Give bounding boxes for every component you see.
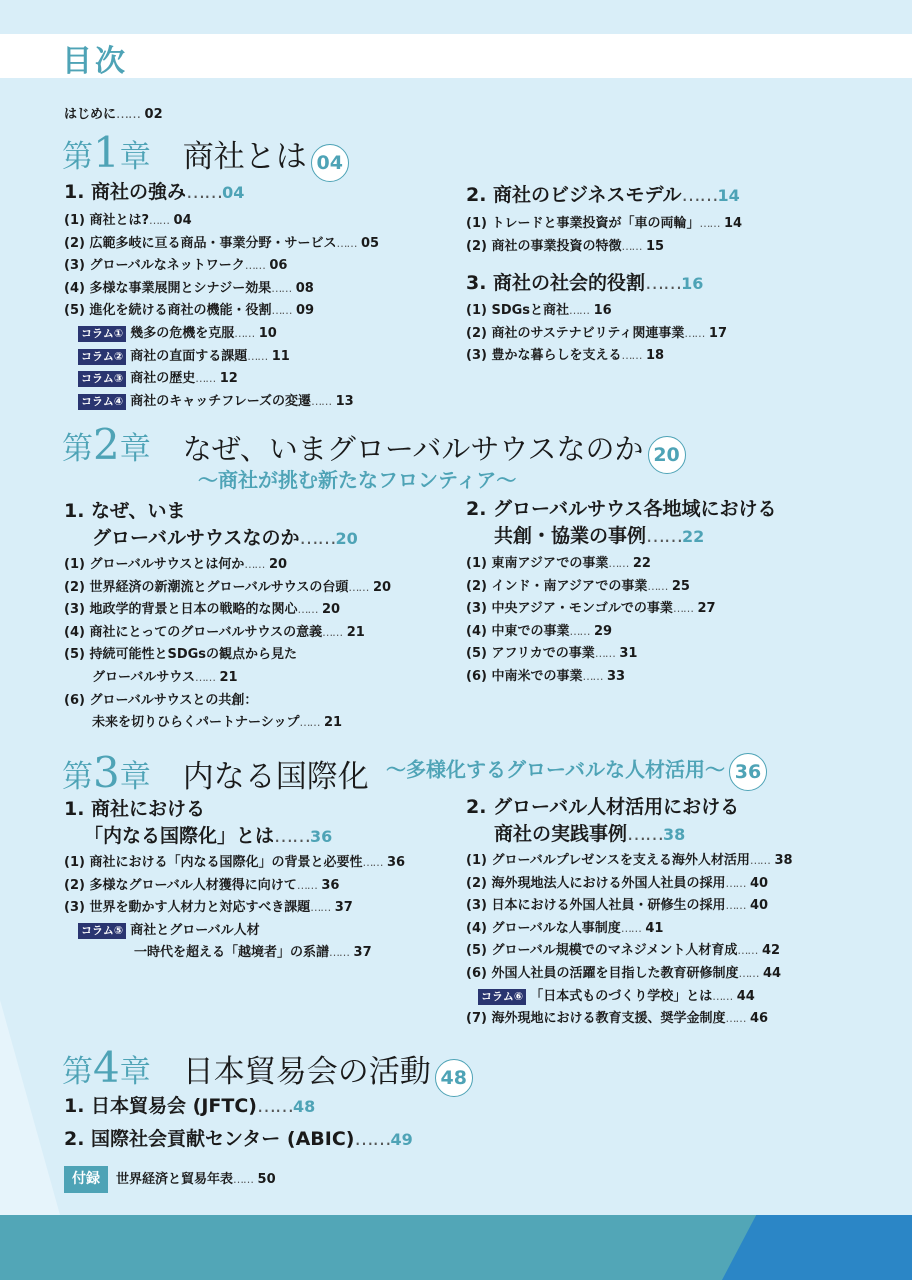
page-circle: 48 xyxy=(435,1059,473,1097)
toc-entry-intro[interactable]: はじめに…… 02 xyxy=(64,107,163,122)
toc-item[interactable]: (2) 商社のサステナビリティ関連事業…… 17 xyxy=(466,325,727,341)
page-circle: 36 xyxy=(729,753,767,791)
toc-item[interactable]: グローバルサウス…… 21 xyxy=(92,669,238,685)
column-item[interactable]: コラム⑥ 「日本式ものづくり学校」とは…… 44 xyxy=(466,986,793,1009)
toc-item[interactable]: (2) 海外現地法人における外国人社員の採用…… 40 xyxy=(466,875,769,891)
decorative-wedge xyxy=(0,1000,60,1215)
section-1-2-items xyxy=(466,213,742,258)
page-title: 目次 xyxy=(62,44,128,79)
toc-item[interactable]: (3) 世界を動かす人材力と対応すべき課題…… 37 xyxy=(64,900,353,916)
chapter-3-heading[interactable]: 第3章 内なる国際化 xyxy=(62,748,369,797)
header-bar xyxy=(0,34,912,78)
appendix-entry[interactable]: 付録 世界経済と貿易年表…… 50 xyxy=(64,1166,276,1193)
toc-item[interactable]: (3) グローバルなネットワーク…… 06 xyxy=(64,258,288,274)
toc-item[interactable]: (5) グローバル規模でのマネジメント人材育成…… 42 xyxy=(466,943,781,959)
section-1-1[interactable]: 1. 商社の強み……04 xyxy=(64,181,245,203)
column-item[interactable]: コラム⑤ 商社とグローバル人材 xyxy=(64,920,405,943)
toc-item[interactable]: (2) 広範多岐に亘る商品・事業分野・サービス…… 05 xyxy=(64,235,380,251)
column-item[interactable]: コラム④ 商社のキャッチフレーズの変遷…… 13 xyxy=(64,391,379,414)
section-4-2[interactable]: 2. 国際社会貢献センター (ABIC)……49 xyxy=(64,1128,413,1150)
section-3-1-items xyxy=(64,852,405,965)
section-3-1[interactable]: 1. 商社における 「内なる国際化」とは……36 xyxy=(64,798,333,847)
page-circle: 04 xyxy=(311,144,349,182)
toc-item[interactable]: (6) 外国人社員の活躍を目指した教育研修制度…… 44 xyxy=(466,965,782,981)
toc-item[interactable]: (2) インド・南アジアでの事業…… 25 xyxy=(466,578,690,594)
section-2-1[interactable]: 1. なぜ、いま グローバルサウスなのか……20 xyxy=(64,500,358,549)
toc-item[interactable]: (1) SDGsと商社…… 16 xyxy=(466,303,612,318)
toc-item[interactable]: (3) 日本における外国人社員・研修生の採用…… 40 xyxy=(466,898,769,914)
section-3-2-items xyxy=(466,850,793,1031)
section-3-2[interactable]: 2. グローバル人材活用における 商社の実践事例……38 xyxy=(466,796,740,845)
column-item[interactable]: コラム① 幾多の危機を克服…… 10 xyxy=(64,323,379,346)
section-1-2[interactable]: 2. 商社のビジネスモデル……14 xyxy=(466,184,740,206)
section-1-3-items xyxy=(466,300,727,368)
toc-item[interactable]: (2) 多様なグローバル人材獲得に向けて…… 36 xyxy=(64,877,340,893)
chapter-4-heading[interactable]: 第4章 日本貿易会の活動 48 xyxy=(62,1043,473,1097)
toc-item[interactable]: (1) グローバルプレゼンスを支える海外人材活用…… 38 xyxy=(466,853,793,868)
toc-item[interactable]: (2) 世界経済の新潮流とグローバルサウスの台頭…… 20 xyxy=(64,579,392,595)
column-item[interactable]: コラム③ 商社の歴史…… 12 xyxy=(64,368,379,391)
toc-item[interactable]: (6) 中南米での事業…… 33 xyxy=(466,668,626,684)
toc-item[interactable]: (6) グローバルサウスとの共創： xyxy=(64,692,258,708)
toc-item[interactable]: (5) アフリカでの事業…… 31 xyxy=(466,646,638,662)
toc-item[interactable]: (4) 中東での事業…… 29 xyxy=(466,623,613,639)
section-1-3[interactable]: 3. 商社の社会的役割……16 xyxy=(466,272,704,294)
chapter-2-subtitle: 〜商社が挑む新たなフロンティア〜 xyxy=(198,468,517,492)
toc-item[interactable]: (5) 持続可能性とSDGsの観点から見た xyxy=(64,647,298,663)
section-4-1[interactable]: 1. 日本貿易会 (JFTC)……48 xyxy=(64,1095,316,1117)
section-1-1-items xyxy=(64,210,379,413)
toc-item[interactable]: (1) 東南アジアでの事業…… 22 xyxy=(466,556,651,571)
toc-item[interactable]: (5) 進化を続ける商社の機能・役割…… 09 xyxy=(64,303,315,319)
chapter-2-heading[interactable]: 第2章 なぜ、いまグローバルサウスなのか 20 xyxy=(62,420,686,474)
toc-item[interactable]: (1) グローバルサウスとは何か…… 20 xyxy=(64,557,288,572)
toc-item[interactable]: 未来を切りひらくパートナーシップ…… 21 xyxy=(92,715,343,731)
appendix-badge: 付録 xyxy=(64,1166,108,1193)
toc-item[interactable]: (4) 多様な事業展開とシナジー効果…… 08 xyxy=(64,280,314,296)
page-circle: 20 xyxy=(648,436,686,474)
chapter-1-heading[interactable]: 第1章 商社とは 04 xyxy=(62,128,349,182)
toc-item[interactable]: (7) 海外現地における教育支援、奨学金制度…… 46 xyxy=(466,1011,769,1027)
section-2-2[interactable]: 2. グローバルサウス各地域における 共創・協業の事例……22 xyxy=(466,498,777,547)
section-2-1-items xyxy=(64,554,391,735)
section-2-2-items xyxy=(466,553,716,689)
toc-item[interactable]: (2) 商社の事業投資の特徴…… 15 xyxy=(466,238,665,254)
toc-item[interactable]: (3) 中央アジア・モンゴルでの事業…… 27 xyxy=(466,601,716,617)
chapter-3-subtitle-row: 〜多様化するグローバルな人材活用〜 36 xyxy=(386,753,767,791)
toc-item[interactable]: (1) トレードと事業投資が「車の両輪」…… 14 xyxy=(466,216,743,231)
column-item[interactable]: コラム② 商社の直面する課題…… 11 xyxy=(64,346,379,369)
column-item[interactable]: 一時代を超える「越境者」の系譜…… 37 xyxy=(134,945,372,961)
toc-item[interactable]: (1) 商社とは?…… 04 xyxy=(64,213,192,228)
toc-item[interactable]: (3) 豊かな暮らしを支える…… 18 xyxy=(466,348,665,364)
toc-item[interactable]: (1) 商社における「内なる国際化」の背景と必要性…… 36 xyxy=(64,855,406,870)
toc-item[interactable]: (4) 商社にとってのグローバルサウスの意義…… 21 xyxy=(64,624,365,640)
toc-item[interactable]: (4) グローバルな人事制度…… 41 xyxy=(466,920,664,936)
toc-item[interactable]: (3) 地政学的背景と日本の戦略的な関心…… 20 xyxy=(64,602,341,618)
